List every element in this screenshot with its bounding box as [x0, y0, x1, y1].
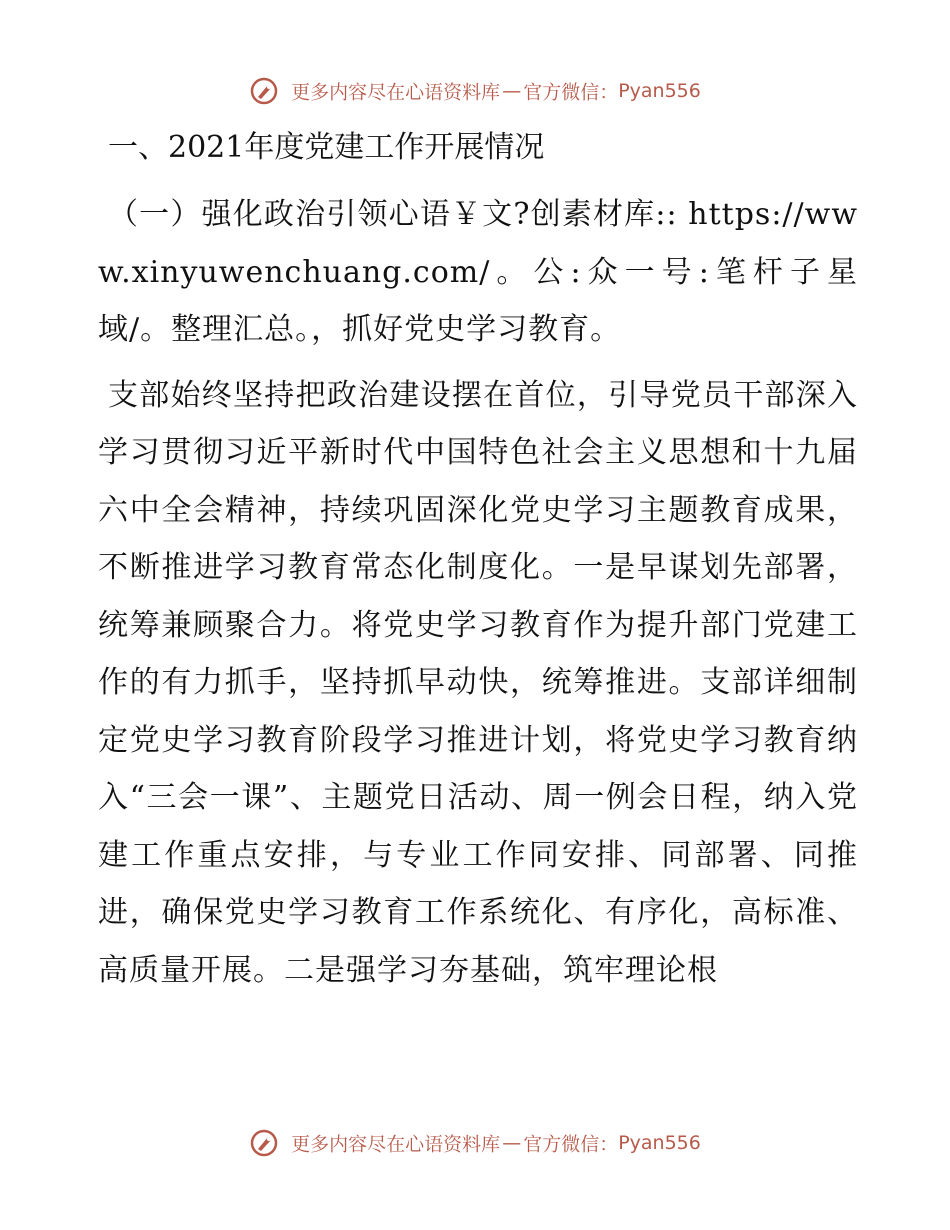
watermark-text: 更多内容尽在心语资料库: [291, 1133, 501, 1156]
watermark-official: 官方微信：: [523, 1133, 619, 1156]
document-body: [98, 120, 858, 999]
pen-logo-icon: [249, 1128, 279, 1158]
watermark-official: 官方微信：: [523, 81, 619, 104]
watermark-wechat-id: Pyan556: [618, 80, 701, 102]
watermark-separator: —: [502, 1132, 522, 1154]
header-watermark: [0, 76, 950, 106]
pen-logo-icon: [249, 76, 279, 106]
watermark-separator: —: [502, 80, 522, 102]
subsection-heading: （一）强化政治引领心语￥文?创素材库:: https://www.xinyuwenchuang.com/。公:众一号:笔杆子星域/。整理汇总。，抓好党史学习教育。: [98, 197, 858, 347]
watermark-text: 更多内容尽在心语资料库: [291, 81, 501, 104]
watermark-wechat-id: Pyan556: [618, 1132, 701, 1154]
section-heading: 一、2021年度党建工作开展情况: [108, 130, 545, 165]
footer-watermark: [0, 1128, 950, 1158]
body-paragraph: 支部始终坚持把政治建设摆在首位，引导党员干部深入学习贯彻习近平新时代中国特色社会主义思想和十九届六中全会精神，持续巩固深化党史学习主题教育成果，不断推进学习教育常态化制度化。一是早谋划先部署，统筹兼顾聚合力。将党史学习教育作为提升部门党建工作的有力抓手，坚持抓早动快，统筹推进。支部详细制定党史学习教育阶段学习推进计划，将党史学习教育纳入“三会一课”、主题党日活动、周一例会日程，纳入党建工作重点安排，与专业工作同安排、同部署、同推进，确保党史学习教育工作系统化、有序化，高标准、高质量开展。二是强学习夯基础，筑牢理论根: [98, 377, 858, 988]
